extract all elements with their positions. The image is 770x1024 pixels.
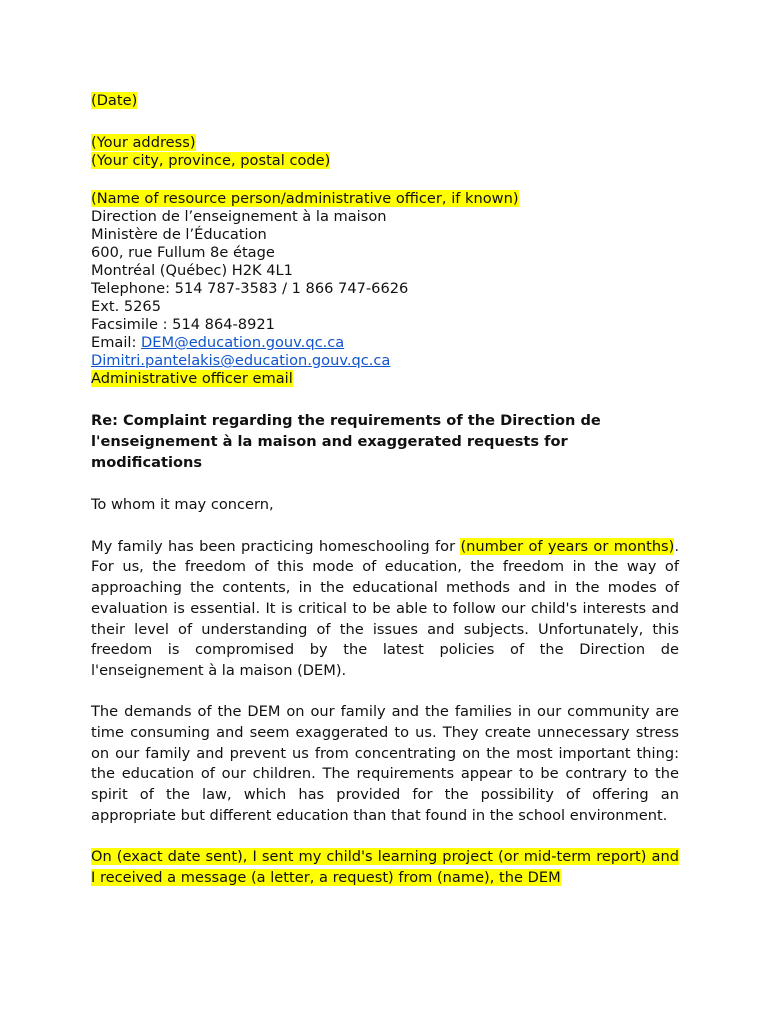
recipient-fax: Facsimile : 514 864-8921 — [91, 316, 275, 333]
date-text: (Date) — [91, 92, 138, 109]
recipient-address — [91, 190, 679, 388]
paragraph-2: The demands of the DEM on our family and the families in our community are time consuming and seem exaggerated to us. They create unnecessary stress on our family and prevent us from concentrating on the most important thing: the education of our children. The requirements appear to be contrary to the spirit of the law, which has provided for the possibility of offering an appropriate but different education than that found in the school environment. — [91, 703, 679, 824]
recipient-ext: Ext. 5265 — [91, 298, 161, 315]
recipient-email-line — [91, 334, 679, 352]
date-placeholder — [91, 92, 679, 110]
letter-page — [91, 92, 679, 909]
para1-start: My family has been practicing homeschooling for — [91, 537, 461, 555]
recipient-telephone: Telephone: 514 787-3583 / 1 866 747-6626 — [91, 280, 409, 297]
salutation: To whom it may concern, — [91, 496, 274, 513]
email-label: Email: — [91, 334, 142, 351]
officer-email-placeholder: Administrative officer email — [91, 370, 293, 387]
para1-rest: . For us, the freedom of this mode of education, the freedom in the way of approaching the contents, in the educational methods and in the modes of evaluation is essential. It is critical to be able to follow our child's interests and their level of understanding of the issues and subjects. Unfortunately, this freedom is compromised by the latest policies of the Direction de l'enseignement à la maison (DEM). — [91, 537, 679, 679]
sender-address — [91, 134, 679, 170]
recipient-name: (Name of resource person/administrative officer, if known) — [91, 190, 519, 207]
para1-highlight: (number of years or months) — [460, 537, 675, 555]
recipient-line: 600, rue Fullum 8e étage — [91, 244, 275, 261]
email-link-dem[interactable]: DEM@education.gouv.qc.ca — [141, 334, 345, 351]
subject-line: Re: Complaint regarding the requirements of the Direction de l'enseignement à la maison and exaggerated requests for modifications — [91, 412, 601, 471]
email-link-officer[interactable]: Dimitri.pantelakis@education.gouv.qc.ca — [91, 352, 391, 369]
your-address: (Your address) — [91, 134, 196, 151]
recipient-line: Ministère de l’Éducation — [91, 226, 267, 243]
your-city: (Your city, province, postal code) — [91, 152, 331, 169]
paragraph-1 — [91, 537, 679, 682]
para3-highlight: On (exact date sent), I sent my child's learning project (or mid-term report) and I received a message (a letter, a request) from (name), the DEM — [91, 847, 679, 886]
recipient-line: Direction de l’enseignement à la maison — [91, 208, 387, 225]
recipient-line: Montréal (Québec) H2K 4L1 — [91, 262, 293, 279]
paragraph-3 — [91, 847, 679, 888]
